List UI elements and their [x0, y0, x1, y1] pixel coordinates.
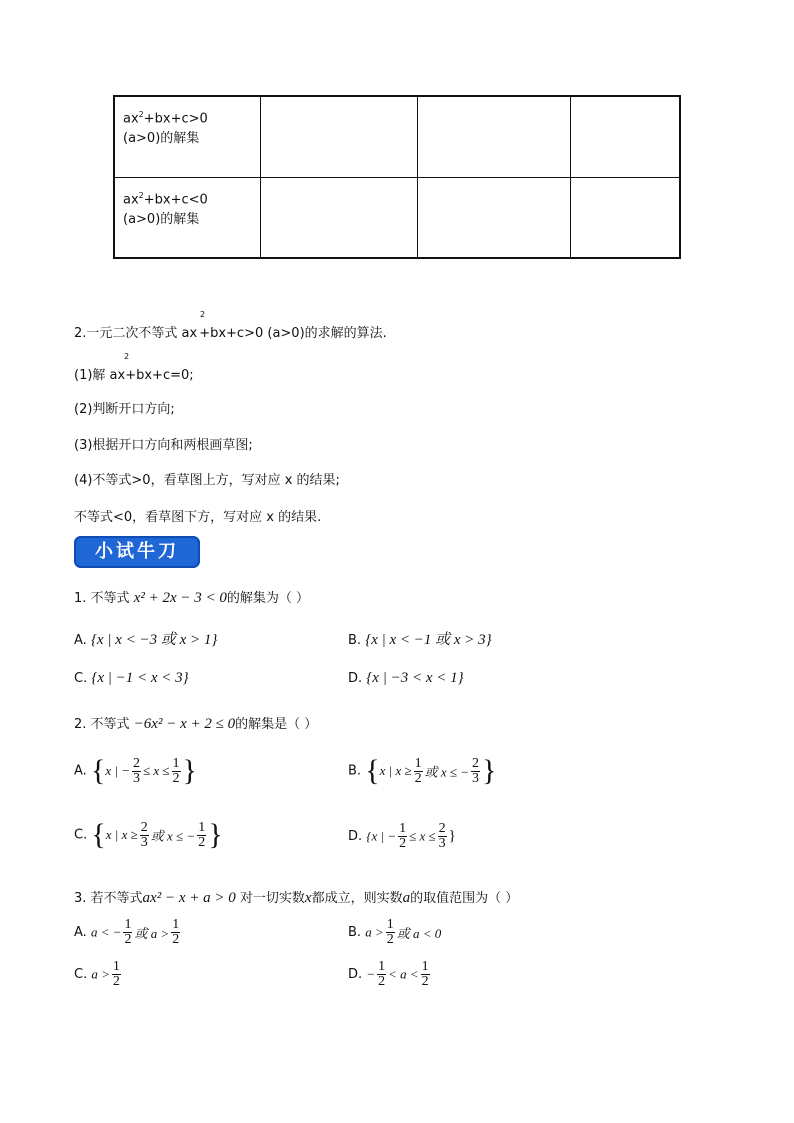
fraction — [471, 757, 480, 786]
question-3 — [74, 887, 518, 907]
option-label: D. — [348, 829, 363, 844]
numerator: 1 — [172, 917, 180, 932]
option-text: {x | −1 < x < 3} — [91, 670, 189, 686]
q2-option-b[interactable] — [348, 756, 496, 786]
fraction — [377, 960, 386, 989]
option-text: 或 a < 0 — [396, 926, 442, 941]
numerator: 1 — [421, 959, 429, 974]
option-text: {x | − — [366, 828, 397, 844]
fraction — [140, 821, 149, 850]
table-row — [114, 177, 680, 258]
option-text: a < − — [90, 924, 122, 940]
algorithm-step-4: (4)不等式>0，看草图上方，写对应 x 的结果; — [74, 473, 340, 488]
denominator: 2 — [378, 974, 386, 989]
table-cell — [261, 96, 418, 177]
option-label: B. — [348, 925, 362, 940]
q2-option-a[interactable] — [74, 756, 197, 786]
q3-var-x: x — [304, 890, 312, 906]
q3-expression: ax² − x + a > 0 — [142, 890, 236, 906]
option-label: B. — [348, 633, 362, 648]
denominator: 2 — [399, 836, 407, 851]
solution-set-table — [113, 95, 681, 259]
label-expr: ax — [123, 111, 139, 127]
table-cell — [571, 177, 681, 258]
fraction — [386, 918, 395, 947]
fraction — [398, 822, 407, 851]
q2-option-c[interactable] — [74, 820, 223, 850]
q3-option-d[interactable] — [348, 960, 432, 989]
table-cell — [571, 96, 681, 177]
numerator: 1 — [386, 917, 394, 932]
denominator: 3 — [472, 770, 480, 786]
option-text: x | x ≥ — [379, 763, 412, 778]
q1-suffix: 的解集为（ ） — [226, 591, 310, 606]
option-text: ≤ x ≤ — [142, 763, 170, 778]
table-row — [114, 96, 680, 177]
option-text: x | x ≥ — [105, 827, 138, 842]
right-brace: } — [482, 754, 497, 787]
q1-option-a[interactable] — [74, 628, 217, 649]
numerator: 1 — [414, 755, 422, 771]
option-text: x | − — [105, 763, 130, 778]
q2-prefix: 2. 不等式 — [74, 717, 130, 732]
numerator: 2 — [438, 821, 446, 836]
option-text: {x | x < −3 或 x > 1} — [90, 632, 218, 648]
label-expr: ax — [123, 191, 139, 207]
option-label: D. — [348, 671, 363, 686]
algorithm-title — [74, 322, 387, 341]
q3-option-a[interactable] — [74, 918, 182, 947]
option-label: D. — [348, 967, 363, 982]
option-text: 或 x ≤ − — [150, 828, 196, 844]
denominator: 3 — [438, 836, 446, 851]
algorithm-step-3: (3)根据开口方向和两根画草图; — [74, 438, 253, 453]
algorithm-title-post: +bx+c>0 (a>0)的求解的算法. — [199, 326, 387, 341]
denominator: 2 — [172, 932, 180, 947]
fraction — [171, 918, 180, 947]
denominator: 3 — [140, 834, 148, 850]
numerator: 1 — [172, 755, 180, 771]
label-sup: 2 — [138, 110, 144, 119]
fraction — [123, 918, 132, 947]
option-text: {x | −3 < x < 1} — [366, 670, 464, 686]
q3-option-c[interactable] — [74, 960, 123, 989]
q1-prefix: 1. 不等式 — [74, 591, 130, 606]
step1-post: +bx+c=0; — [125, 368, 194, 383]
label-sup: 2 — [138, 190, 144, 200]
option-label: C. — [74, 671, 88, 686]
numerator: 1 — [198, 819, 206, 835]
option-text: < a < — [388, 966, 419, 982]
step1-sup: 2 — [124, 352, 130, 361]
denominator: 2 — [414, 770, 422, 786]
table-cell — [418, 177, 571, 258]
fraction — [438, 822, 447, 851]
option-label: B. — [348, 763, 362, 779]
option-label: A. — [74, 763, 87, 779]
question-1 — [74, 587, 309, 607]
label-condition: (a>0)的解集 — [123, 211, 200, 227]
q3-middle: 对一切实数 — [239, 891, 305, 906]
option-text: 或 x ≤ − — [424, 764, 470, 780]
q2-option-d[interactable] — [348, 822, 456, 851]
section-badge-label: 小试牛刀 — [95, 541, 179, 562]
algorithm-step-5: 不等式<0，看草图下方，写对应 x 的结果. — [74, 510, 322, 525]
fraction — [112, 960, 121, 989]
option-text: {x | x < −1 或 x > 3} — [365, 632, 492, 648]
label-expr-rest: +bx+c>0 — [143, 111, 208, 127]
numerator: 2 — [472, 755, 480, 771]
table-cell — [261, 177, 418, 258]
q1-option-c[interactable] — [74, 670, 189, 687]
algorithm-title-pre: 2.一元二次不等式 ax — [74, 326, 198, 341]
right-brace: } — [182, 754, 197, 787]
label-condition: (a>0)的解集 — [123, 131, 200, 147]
option-text: ≤ x ≤ — [409, 828, 436, 844]
numerator: 2 — [132, 755, 140, 771]
q3-prefix: 3. 若不等式 — [74, 891, 143, 906]
left-brace: { — [91, 818, 106, 851]
q3-middle2: 都成立，则实数 — [311, 891, 403, 906]
q1-option-d[interactable] — [348, 670, 464, 687]
q1-option-b[interactable] — [348, 628, 492, 649]
left-brace: { — [90, 754, 106, 787]
option-text: a > — [365, 924, 384, 940]
q3-var-a: a — [402, 890, 411, 906]
denominator: 3 — [132, 770, 140, 786]
numerator: 1 — [112, 959, 120, 974]
option-label: A. — [74, 633, 87, 648]
denominator: 2 — [172, 770, 180, 786]
numerator: 2 — [140, 819, 148, 835]
option-label: C. — [74, 827, 88, 843]
fraction — [197, 821, 206, 850]
step1-pre: (1)解 ax — [74, 368, 126, 383]
denominator: 2 — [112, 974, 120, 989]
q2-suffix: 的解集是（ ） — [235, 717, 318, 732]
algorithm-step-1 — [74, 364, 194, 383]
numerator: 1 — [124, 917, 132, 932]
label-expr-rest: +bx+c<0 — [143, 191, 208, 207]
denominator: 2 — [386, 932, 394, 947]
q3-option-b[interactable] — [348, 918, 441, 947]
denominator: 2 — [124, 932, 132, 947]
option-label: C. — [74, 967, 88, 982]
section-badge — [74, 536, 200, 568]
q3-suffix: 的取值范围为（ ） — [410, 891, 519, 906]
table-row-label — [114, 177, 261, 258]
option-text: − — [366, 966, 376, 982]
right-brace: } — [208, 818, 223, 851]
fraction — [421, 960, 430, 989]
numerator: 1 — [378, 959, 386, 974]
option-text: a > — [91, 966, 110, 982]
table-cell — [418, 96, 571, 177]
numerator: 1 — [399, 821, 407, 836]
fraction — [172, 757, 181, 786]
option-text: 或 a > — [134, 926, 170, 941]
fraction — [414, 757, 423, 786]
left-brace: { — [365, 754, 380, 787]
algorithm-step-2: (2)判断开口方向; — [74, 402, 175, 417]
question-2 — [74, 713, 317, 733]
denominator: 2 — [421, 974, 429, 989]
table-row-label — [114, 96, 261, 177]
algorithm-title-sup: 2 — [200, 310, 206, 319]
q1-expression: x² + 2x − 3 < 0 — [133, 590, 227, 606]
right-brace: } — [448, 828, 456, 844]
option-label: A. — [74, 925, 87, 940]
fraction — [132, 757, 141, 786]
q2-expression: −6x² − x + 2 ≤ 0 — [133, 716, 236, 732]
denominator: 2 — [198, 834, 206, 850]
